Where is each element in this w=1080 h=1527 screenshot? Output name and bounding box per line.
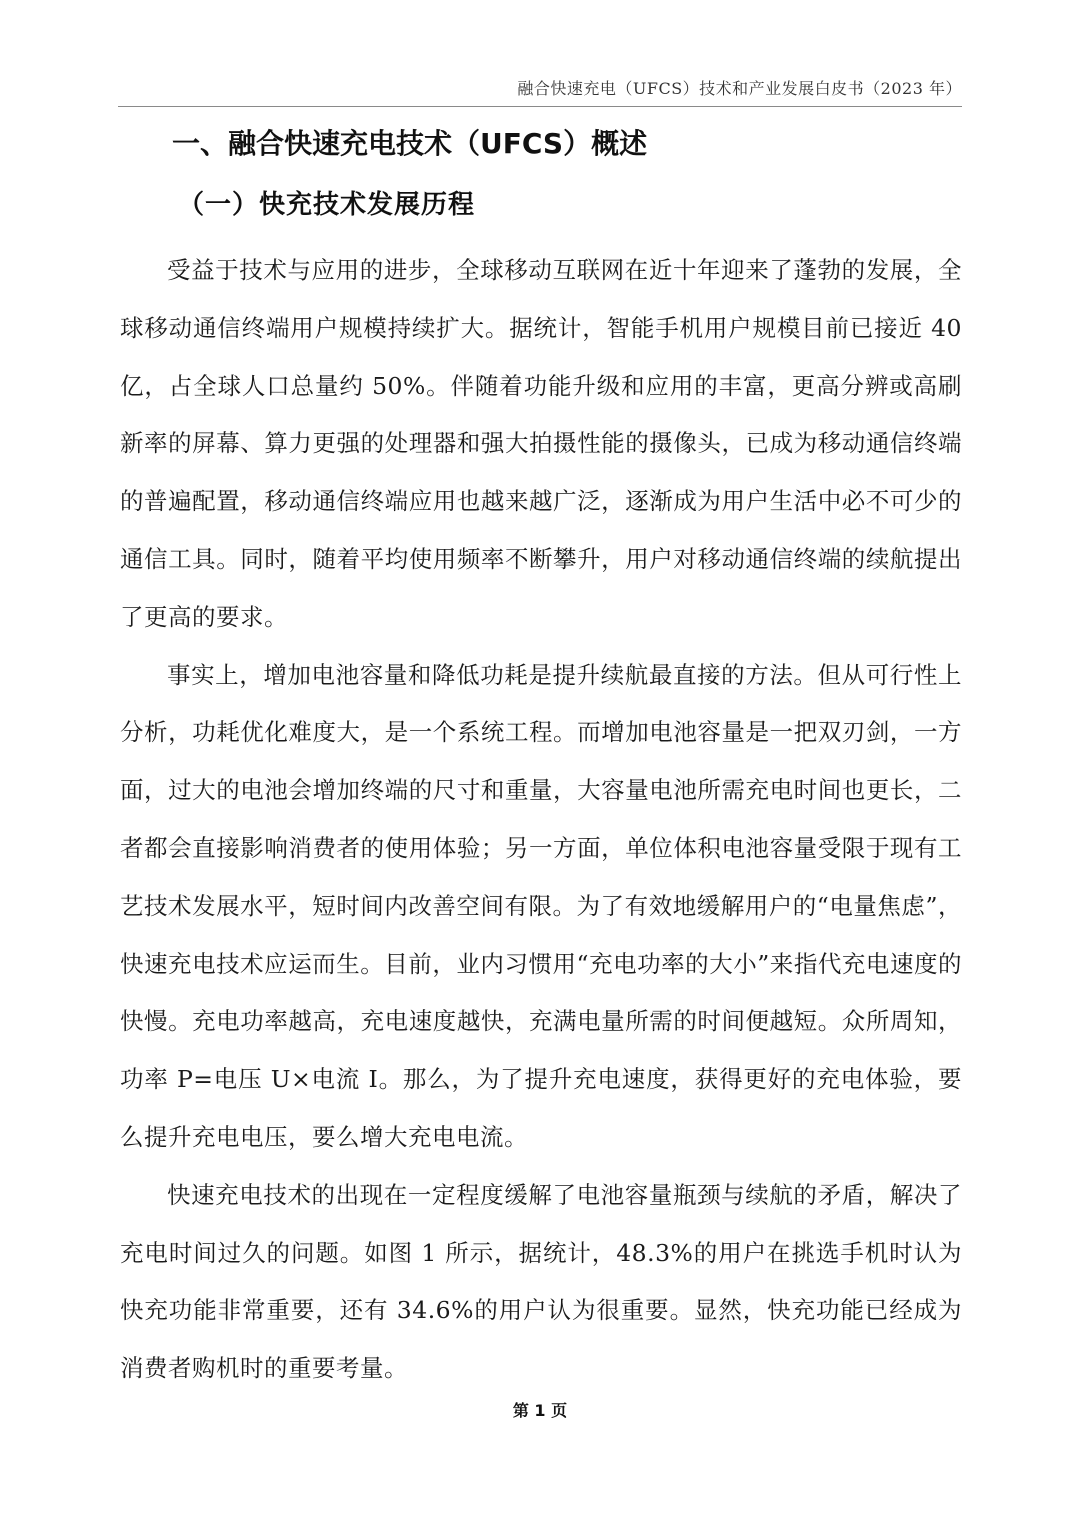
header-divider bbox=[118, 106, 962, 107]
running-header: 融合快速充电（UFCS）技术和产业发展白皮书（2023 年） bbox=[517, 79, 962, 98]
chapter-title: 一、融合快速充电技术（UFCS）概述 bbox=[172, 127, 648, 160]
body-text bbox=[120, 242, 962, 1398]
page-number: 第 1 页 bbox=[512, 1401, 568, 1420]
paragraph: 受益于技术与应用的进步，全球移动互联网在近十年迎来了蓬勃的发展，全球移动通信终端用户规模持续扩大。据统计，智能手机用户规模目前已接近 40 亿，占全球人口总量约 50%。伴随着功能升级和应用的丰富，更高分辨或高刷新率的屏幕、算力更强的处理器和强大拍摄性能的摄像头，已成为移动通信终端的普遍配置，移动通信终端应用也越来越广泛，逐渐成为用户生活中必不可少的通信工具。同时，随着平均使用频率不断攀升，用户对移动通信终端的续航提出了更高的要求。 bbox=[120, 256, 962, 631]
paragraph: 快速充电技术的出现在一定程度缓解了电池容量瓶颈与续航的矛盾，解决了充电时间过久的问题。如图 1 所示，据统计，48.3%的用户在挑选手机时认为快充功能非常重要，还有 34.6%的用户认为很重要。显然，快充功能已经成为消费者购机时的重要考量。 bbox=[120, 1180, 962, 1383]
paragraph: 事实上，增加电池容量和降低功耗是提升续航最直接的方法。但从可行性上分析，功耗优化难度大，是一个系统工程。而增加电池容量是一把双刃剑，一方面，过大的电池会增加终端的尺寸和重量，大容量电池所需充电时间也更长，二者都会直接影响消费者的使用体验；另一方面，单位体积电池容量受限于现有工艺技术发展水平，短时间内改善空间有限。为了有效地缓解用户的“电量焦虑”，快速充电技术应运而生。目前，业内习惯用“充电功率的大小”来指代充电速度的快慢。充电功率越高，充电速度越快，充满电量所需的时间便越短。众所周知，功率 P=电压 U×电流 I。那么，为了提升充电速度，获得更好的充电体验，要么提升充电电压，要么增大充电电流。 bbox=[120, 660, 962, 1151]
section-title: （一）快充技术发展历程 bbox=[178, 190, 476, 220]
